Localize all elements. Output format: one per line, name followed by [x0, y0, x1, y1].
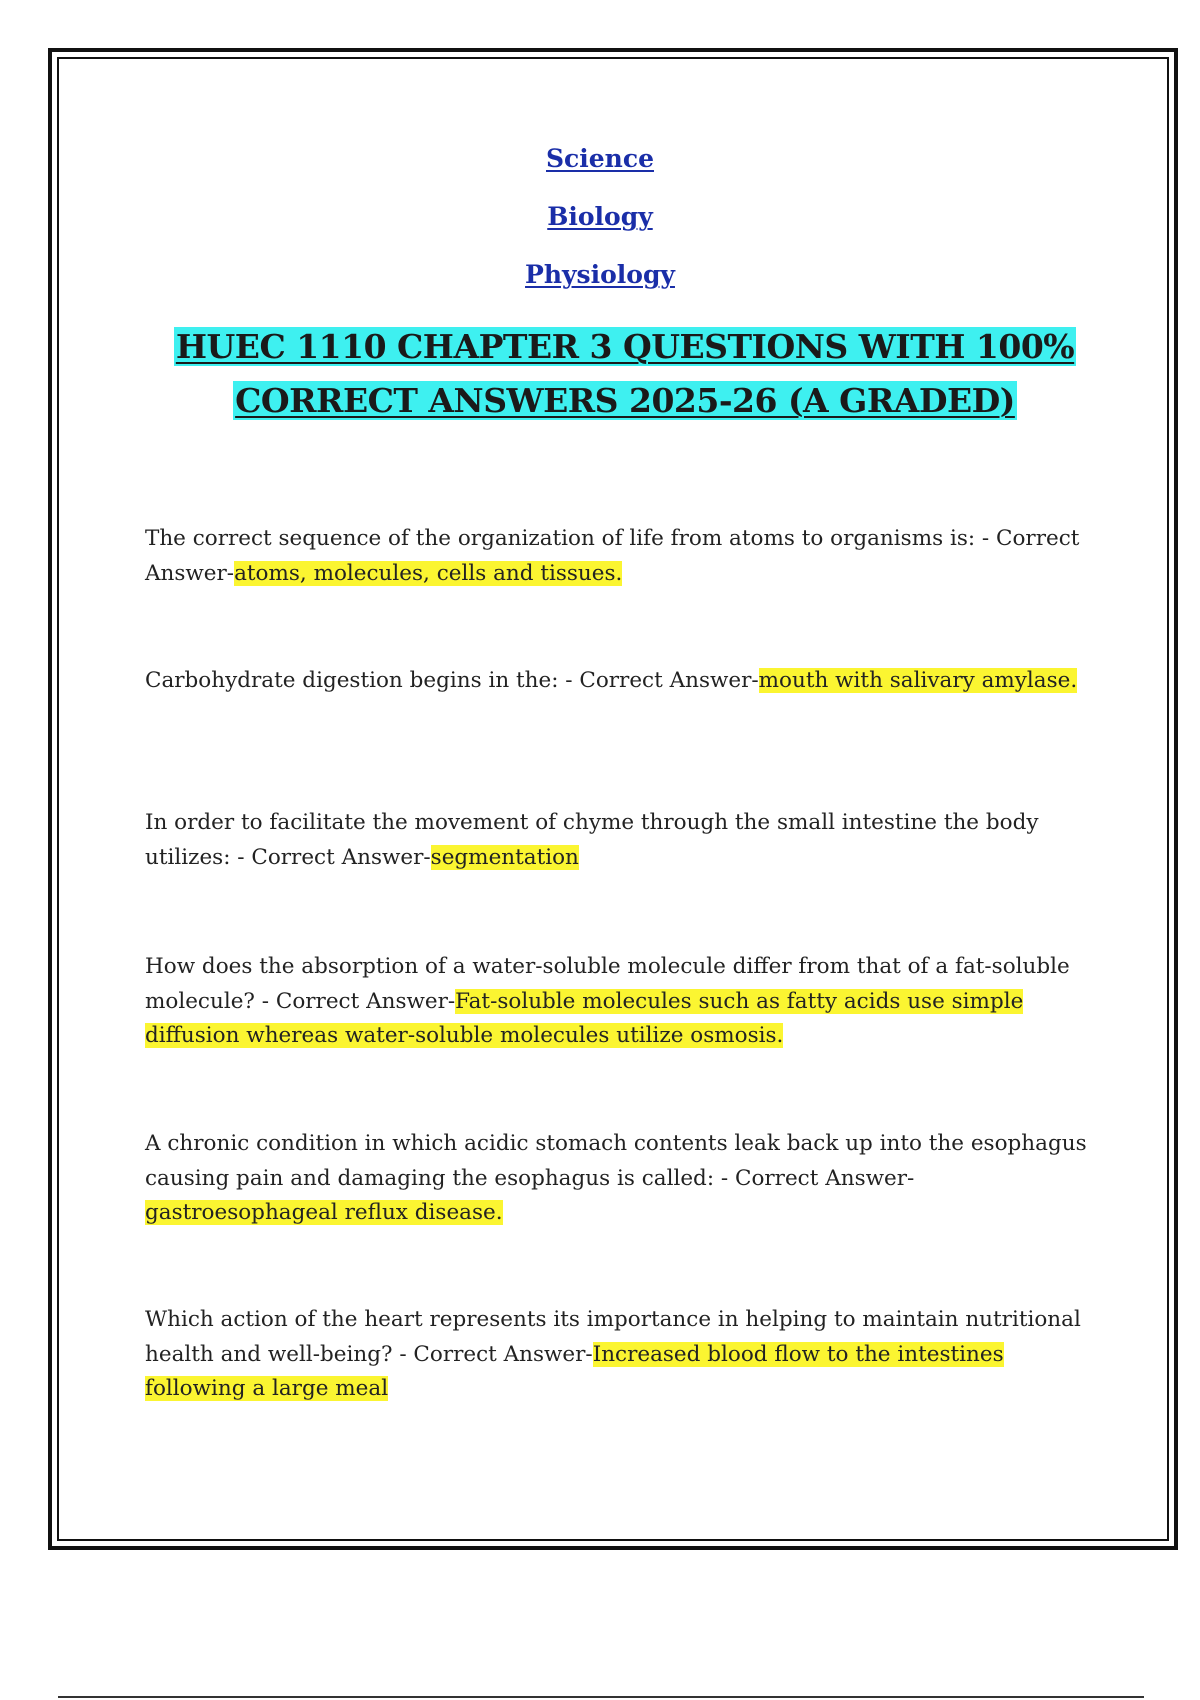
- question-text: Which action of the heart represents its importance in helping to maintain nutritional health and well-being? - Correct Answer-: [145, 1307, 1081, 1367]
- qa-item: [145, 1303, 1090, 1407]
- answer-highlight: mouth with salivary amylase.: [758, 668, 1078, 693]
- answer-highlight: Increased blood flow to the intestines following a large meal: [145, 1341, 1004, 1401]
- topic-link-science[interactable]: Science: [546, 144, 654, 173]
- answer-highlight: Fat-soluble molecules such as fatty acids use simple diffusion whereas water-soluble molecules utilize osmosis.: [145, 988, 1024, 1048]
- qa-item: [145, 1127, 1090, 1231]
- title-line-2: CORRECT ANSWERS 2025-26 (A GRADED): [235, 381, 1015, 420]
- question-text: A chronic condition in which acidic stomach contents leak back up into the esophagus causing pain and damaging the esophagus is called: - Correct Answer-: [145, 1131, 1087, 1191]
- question-text: Carbohydrate digestion begins in the: - Correct Answer-: [145, 668, 759, 693]
- question-text: How does the absorption of a water-soluble molecule differ from that of a fat-soluble molecule? - Correct Answer-: [145, 954, 1070, 1014]
- topic-links: [0, 143, 1200, 317]
- qa-item: [145, 950, 1090, 1054]
- answer-highlight: gastroesophageal reflux disease.: [145, 1200, 503, 1225]
- qa-item: [145, 522, 1090, 591]
- answer-highlight: segmentation: [430, 844, 579, 870]
- title-line-1: HUEC 1110 CHAPTER 3 QUESTIONS WITH 100%: [175, 327, 1075, 366]
- document-title: [120, 320, 1130, 428]
- question-text: The correct sequence of the organization of life from atoms to organisms is: - Correct Answer-: [145, 526, 1080, 586]
- qa-item: [145, 664, 1090, 699]
- footer-divider: [58, 1696, 1144, 1698]
- answer-highlight: atoms, molecules, cells and tissues.: [234, 560, 623, 586]
- topic-link-biology[interactable]: Biology: [547, 202, 653, 231]
- topic-link-physiology[interactable]: Physiology: [525, 260, 675, 289]
- qa-item: [145, 806, 1090, 875]
- question-text: In order to facilitate the movement of chyme through the small intestine the body utilizes: - Correct Answer-: [145, 810, 1039, 870]
